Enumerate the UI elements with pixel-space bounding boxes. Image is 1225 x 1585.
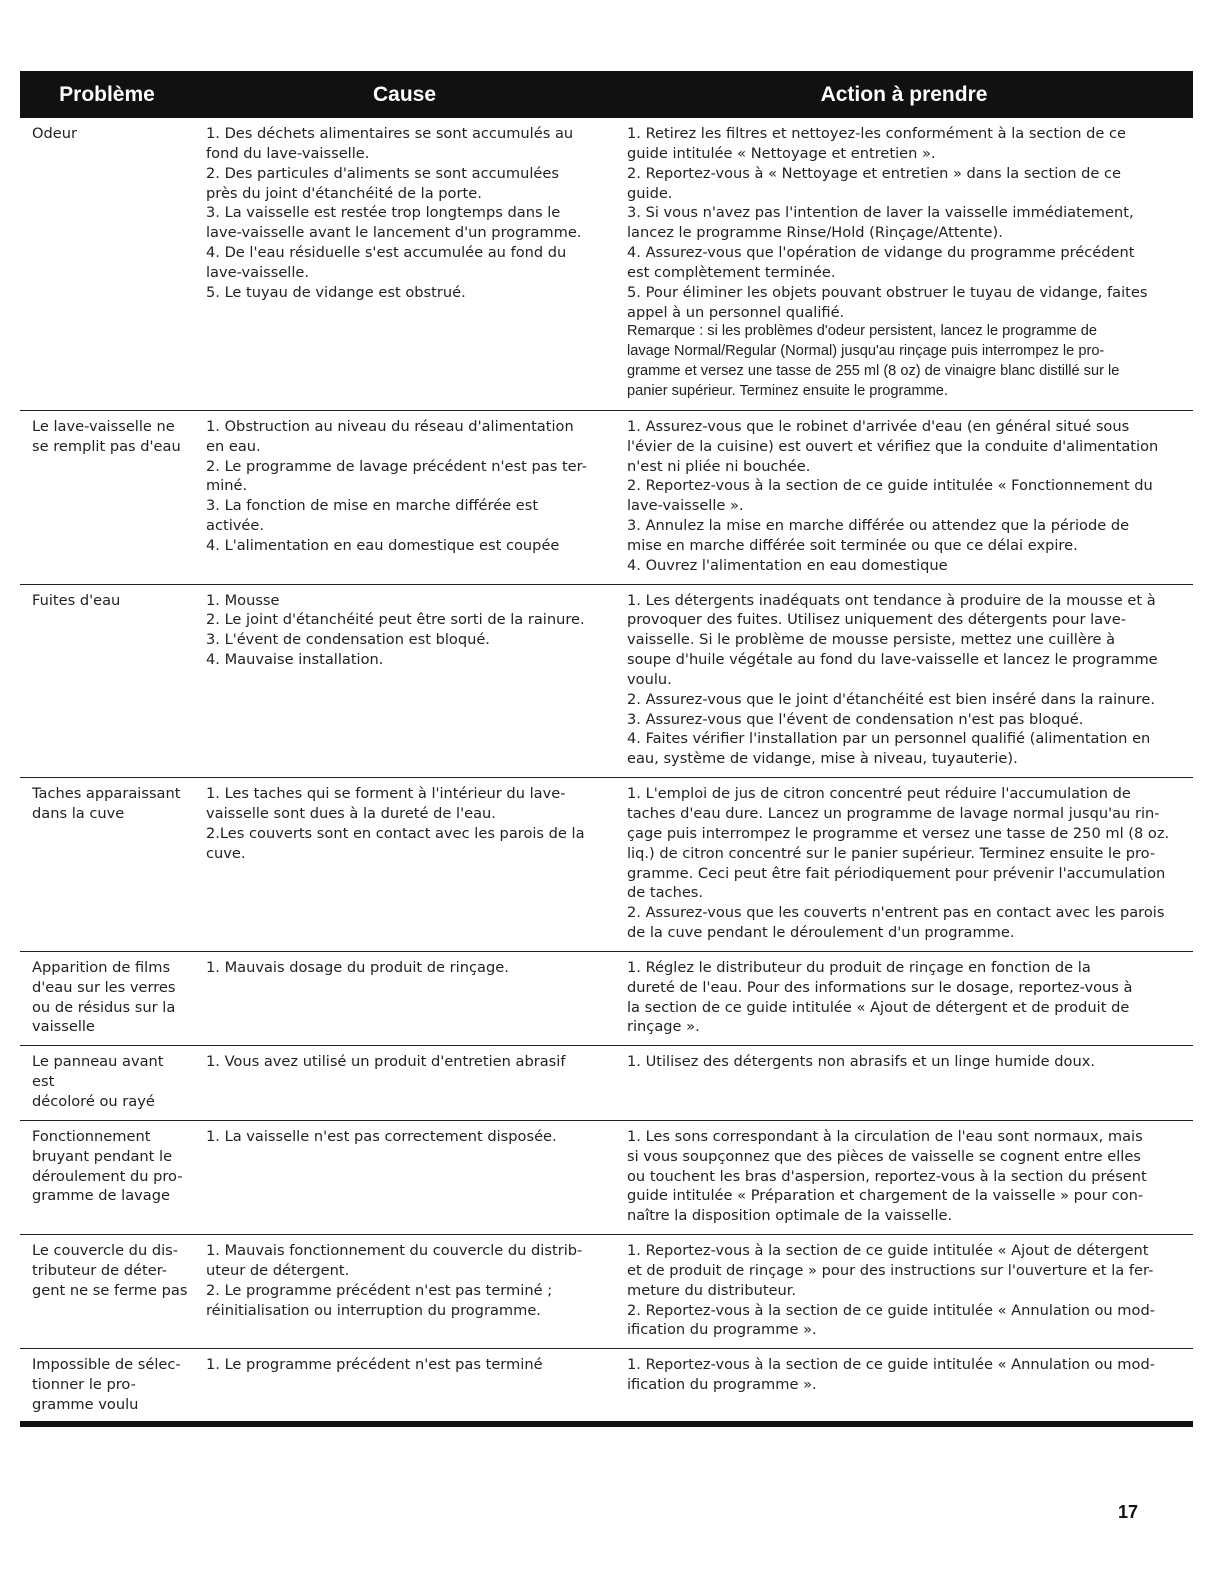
problem-line: gramme voulu [32, 1395, 139, 1413]
cause-line: 2. Le joint d'étanchéité peut être sorti de la rainure. [206, 611, 585, 629]
problem-cell [20, 410, 194, 584]
cause-cell [194, 1349, 615, 1424]
table-row [20, 584, 1193, 778]
cause-line: réinitialisation ou interruption du programme. [206, 1301, 541, 1319]
page-number: 17 [1118, 1502, 1139, 1522]
cause-line: lave-vaisselle. [206, 263, 310, 281]
action-line: 2. Reportez-vous à la section de ce guide intitulée « Fonctionnement du [627, 477, 1153, 495]
action-line: 1. Assurez-vous que le robinet d'arrivée d'eau (en général situé sous [627, 417, 1130, 435]
cause-line: 1. Mauvais fonctionnement du couvercle du distrib- [206, 1242, 583, 1260]
action-line: naître la disposition optimale de la vaisselle. [627, 1207, 953, 1225]
problem-line: vaisselle [32, 1018, 95, 1036]
action-cell [615, 1046, 1193, 1121]
action-line: lave-vaisselle ». [627, 497, 744, 515]
problem-line: Fonctionnement [32, 1127, 151, 1145]
action-cell [615, 1120, 1193, 1234]
cause-cell [194, 951, 615, 1045]
problem-cell [20, 1046, 194, 1121]
table-row [20, 410, 1193, 584]
cause-line: 2. Le programme de lavage précédent n'est pas ter- [206, 457, 587, 475]
action-line: vaisselle. Si le problème de mousse persiste, mettez une cuillère à [627, 631, 1116, 649]
cause-line: cuve. [206, 844, 246, 862]
problem-line: Fuites d'eau [32, 591, 121, 609]
cause-line: 1. La vaisselle n'est pas correctement disposée. [206, 1127, 557, 1145]
cause-cell [194, 1120, 615, 1234]
action-line: n'est ni pliée ni bouchée. [627, 457, 811, 475]
action-line: eau, système de vidange, mise à niveau, tuyauterie). [627, 750, 1018, 768]
table-row [20, 1046, 1193, 1121]
cause-line: 1. Des déchets alimentaires se sont accumulés au [206, 125, 574, 142]
action-line: guide intitulée « Préparation et chargement de la vaisselle » pour con- [627, 1187, 1144, 1205]
remark-line: Remarque : si les problèmes d'odeur persistent, lancez le programme de [627, 323, 1098, 340]
problem-cell [20, 1120, 194, 1234]
cause-line: 2. Le programme précédent n'est pas terminé ; [206, 1281, 553, 1299]
action-cell [615, 778, 1193, 952]
action-line: 3. Si vous n'avez pas l'intention de laver la vaisselle immédiatement, [627, 204, 1134, 222]
action-line: l'évier de la cuisine) est ouvert et vérifiez que la conduite d'alimentation [627, 437, 1159, 455]
problem-cell [20, 951, 194, 1045]
cause-line: miné. [206, 477, 248, 495]
problem-line: Impossible de sélec- [32, 1356, 181, 1374]
action-line: guide. [627, 184, 673, 202]
action-line: de la cuve pendant le déroulement d'un programme. [627, 924, 1015, 942]
troubleshooting-table [20, 71, 1193, 1427]
cause-line: 2. Des particules d'aliments se sont accumulées [206, 164, 559, 182]
action-line: la section de ce guide intitulée « Ajout de détergent et de produit de [627, 998, 1130, 1016]
action-line: dureté de l'eau. Pour des informations sur le dosage, reportez-vous à [627, 978, 1133, 996]
action-line: 2. Reportez-vous à la section de ce guide intitulée « Annulation ou mod- [627, 1301, 1155, 1319]
cause-line: activée. [206, 517, 264, 535]
cause-cell [194, 778, 615, 952]
action-line: 1. Retirez les filtres et nettoyez-les conformément à la section de ce [627, 125, 1126, 142]
action-cell [615, 951, 1193, 1045]
cause-line: 5. Le tuyau de vidange est obstrué. [206, 283, 466, 301]
troubleshooting-table-container [20, 71, 1193, 1427]
action-line: ou touchent les bras d'aspersion, reportez-vous à la section du présent [627, 1167, 1147, 1185]
action-line: rinçage ». [627, 1018, 700, 1036]
problem-line: bruyant pendant le [32, 1147, 173, 1165]
problem-line: décoloré ou rayé [32, 1092, 155, 1110]
cause-line: 4. De l'eau résiduelle s'est accumulée au fond du [206, 244, 567, 262]
problem-line: se remplit pas d'eau [32, 437, 181, 455]
header-cause: Cause [194, 71, 615, 118]
problem-line: Taches apparaissant [32, 785, 181, 803]
action-cell [615, 410, 1193, 584]
action-line: liq.) de citron concentré sur le panier supérieur. Terminez ensuite le pro- [627, 844, 1156, 862]
action-line: 1. Réglez le distributeur du produit de rinçage en fonction de la [627, 958, 1091, 976]
action-line: 3. Annulez la mise en marche différée ou attendez que la période de [627, 517, 1130, 535]
cause-line: 1. Les taches qui se forment à l'intérieur du lave- [206, 785, 566, 803]
cause-cell [194, 410, 615, 584]
cause-line: près du joint d'étanchéité de la porte. [206, 184, 482, 202]
action-line: si vous soupçonnez que des pièces de vaisselle se cognent entre elles [627, 1147, 1141, 1165]
action-line: 1. Reportez-vous à la section de ce guide intitulée « Annulation ou mod- [627, 1356, 1155, 1374]
action-line: est complètement terminée. [627, 263, 836, 281]
cause-line: 3. La vaisselle est restée trop longtemps dans le [206, 204, 561, 222]
cause-line: 3. La fonction de mise en marche différée est [206, 497, 539, 515]
action-line: 2. Reportez-vous à « Nettoyage et entretien » dans la section de ce [627, 164, 1121, 182]
cause-cell [194, 1046, 615, 1121]
problem-line: Apparition de films [32, 958, 171, 976]
cause-line: 1. Mousse [206, 591, 280, 609]
action-line: 1. Les sons correspondant à la circulation de l'eau sont normaux, mais [627, 1127, 1143, 1145]
problem-line: déroulement du pro- [32, 1167, 183, 1185]
action-line: lancez le programme Rinse/Hold (Rinçage/Attente). [627, 224, 1003, 242]
action-cell [615, 584, 1193, 778]
problem-line: gramme de lavage [32, 1187, 170, 1205]
action-line: 1. Les détergents inadéquats ont tendance à produire de la mousse et à [627, 591, 1156, 609]
action-line: 4. Ouvrez l'alimentation en eau domestique [627, 556, 948, 574]
cause-line: fond du lave-vaisselle. [206, 144, 370, 162]
action-line: 2. Assurez-vous que les couverts n'entrent pas en contact avec les parois [627, 904, 1165, 922]
problem-line: ou de résidus sur la [32, 998, 176, 1016]
problem-cell [20, 1235, 194, 1349]
problem-line: dans la cuve [32, 805, 125, 822]
table-row [20, 1120, 1193, 1234]
action-cell [615, 1235, 1193, 1349]
action-line: mise en marche différée soit terminée ou que ce délai expire. [627, 536, 1078, 554]
table-body [20, 118, 1193, 1424]
cause-line: 1. Mauvais dosage du produit de rinçage. [206, 958, 509, 976]
action-line: 4. Faites vérifier l'installation par un personnel qualifié (alimentation en [627, 730, 1151, 748]
header-action: Action à prendre [615, 71, 1193, 118]
cause-cell [194, 118, 615, 410]
cause-line: 4. L'alimentation en eau domestique est coupée [206, 536, 560, 554]
cause-line: en eau. [206, 437, 261, 455]
action-line: de taches. [627, 884, 704, 902]
cause-line: lave-vaisselle avant le lancement d'un programme. [206, 224, 582, 242]
problem-line: tributeur de déter- [32, 1261, 168, 1279]
action-line: 1. L'emploi de jus de citron concentré peut réduire l'accumulation de [627, 785, 1131, 803]
cause-line: 1. Vous avez utilisé un produit d'entretien abrasif [206, 1053, 566, 1071]
action-line: guide intitulée « Nettoyage et entretien ». [627, 144, 936, 162]
action-line: ification du programme ». [627, 1376, 817, 1394]
problem-line: Le lave-vaisselle ne [32, 417, 175, 435]
problem-cell [20, 778, 194, 952]
problem-line: tionner le pro- [32, 1376, 136, 1394]
action-line: voulu. [627, 670, 672, 688]
table-row [20, 118, 1193, 410]
remark-line: lavage Normal/Regular (Normal) jusqu'au rinçage puis interrompez le pro- [627, 343, 1105, 360]
action-line: 3. Assurez-vous que l'évent de condensation n'est pas bloqué. [627, 710, 1084, 728]
problem-line: d'eau sur les verres [32, 978, 176, 996]
header-row [20, 71, 1193, 118]
problem-line: gent ne se ferme pas [32, 1281, 188, 1299]
cause-line: 3. L'évent de condensation est bloqué. [206, 631, 490, 649]
action-line: ification du programme ». [627, 1321, 817, 1339]
cause-line: 1. Le programme précédent n'est pas terminé [206, 1356, 543, 1374]
action-line: et de produit de rinçage » pour des instructions sur l'ouverture et la fer- [627, 1261, 1154, 1279]
cause-cell [194, 584, 615, 778]
problem-line: Le couvercle du dis- [32, 1242, 179, 1260]
cause-line: 1. Obstruction au niveau du réseau d'alimentation [206, 417, 574, 435]
table-row [20, 778, 1193, 952]
cause-line: uteur de détergent. [206, 1261, 350, 1279]
table-row [20, 1349, 1193, 1424]
problem-cell [20, 584, 194, 778]
cause-line: 2.Les couverts sont en contact avec les parois de la [206, 824, 585, 842]
action-line: 4. Assurez-vous que l'opération de vidange du programme précédent [627, 244, 1135, 262]
cause-line: 4. Mauvaise installation. [206, 651, 384, 669]
action-line: appel à un personnel qualifié. [627, 303, 845, 321]
action-line: provoquer des fuites. Utilisez uniquement des détergents pour lave- [627, 611, 1126, 629]
remark-line: gramme et versez une tasse de 255 ml (8 oz) de vinaigre blanc distillé sur le [627, 363, 1120, 380]
action-line: çage puis interrompez le programme et versez une tasse de 250 ml (8 oz. [627, 824, 1170, 842]
problem-cell [20, 118, 194, 410]
action-cell [615, 118, 1193, 410]
cause-cell [194, 1235, 615, 1349]
header-problem: Problème [20, 71, 194, 118]
action-line: 1. Utilisez des détergents non abrasifs et un linge humide doux. [627, 1053, 1095, 1071]
table-header [20, 71, 1193, 118]
action-line: meture du distributeur. [627, 1281, 797, 1299]
action-line: 2. Assurez-vous que le joint d'étanchéité est bien inséré dans la rainure. [627, 690, 1155, 708]
cause-line: vaisselle sont dues à la dureté de l'eau. [206, 805, 496, 822]
problem-line: Odeur [32, 125, 77, 142]
table-row [20, 1235, 1193, 1349]
action-cell [615, 1349, 1193, 1424]
action-line: gramme. Ceci peut être fait périodiquement pour prévenir l'accumulation [627, 864, 1166, 882]
problem-line: Le panneau avant est [32, 1053, 164, 1091]
action-line: taches d'eau dure. Lancez un programme de lavage normal jusqu'au rin- [627, 805, 1160, 822]
action-line: 1. Reportez-vous à la section de ce guide intitulée « Ajout de détergent [627, 1242, 1149, 1260]
remark-line: panier supérieur. Terminez ensuite le programme. [627, 382, 948, 399]
table-row [20, 951, 1193, 1045]
action-line: 5. Pour éliminer les objets pouvant obstruer le tuyau de vidange, faites [627, 283, 1148, 301]
action-line: soupe d'huile végétale au fond du lave-vaisselle et lancez le programme [627, 651, 1158, 669]
problem-cell [20, 1349, 194, 1424]
